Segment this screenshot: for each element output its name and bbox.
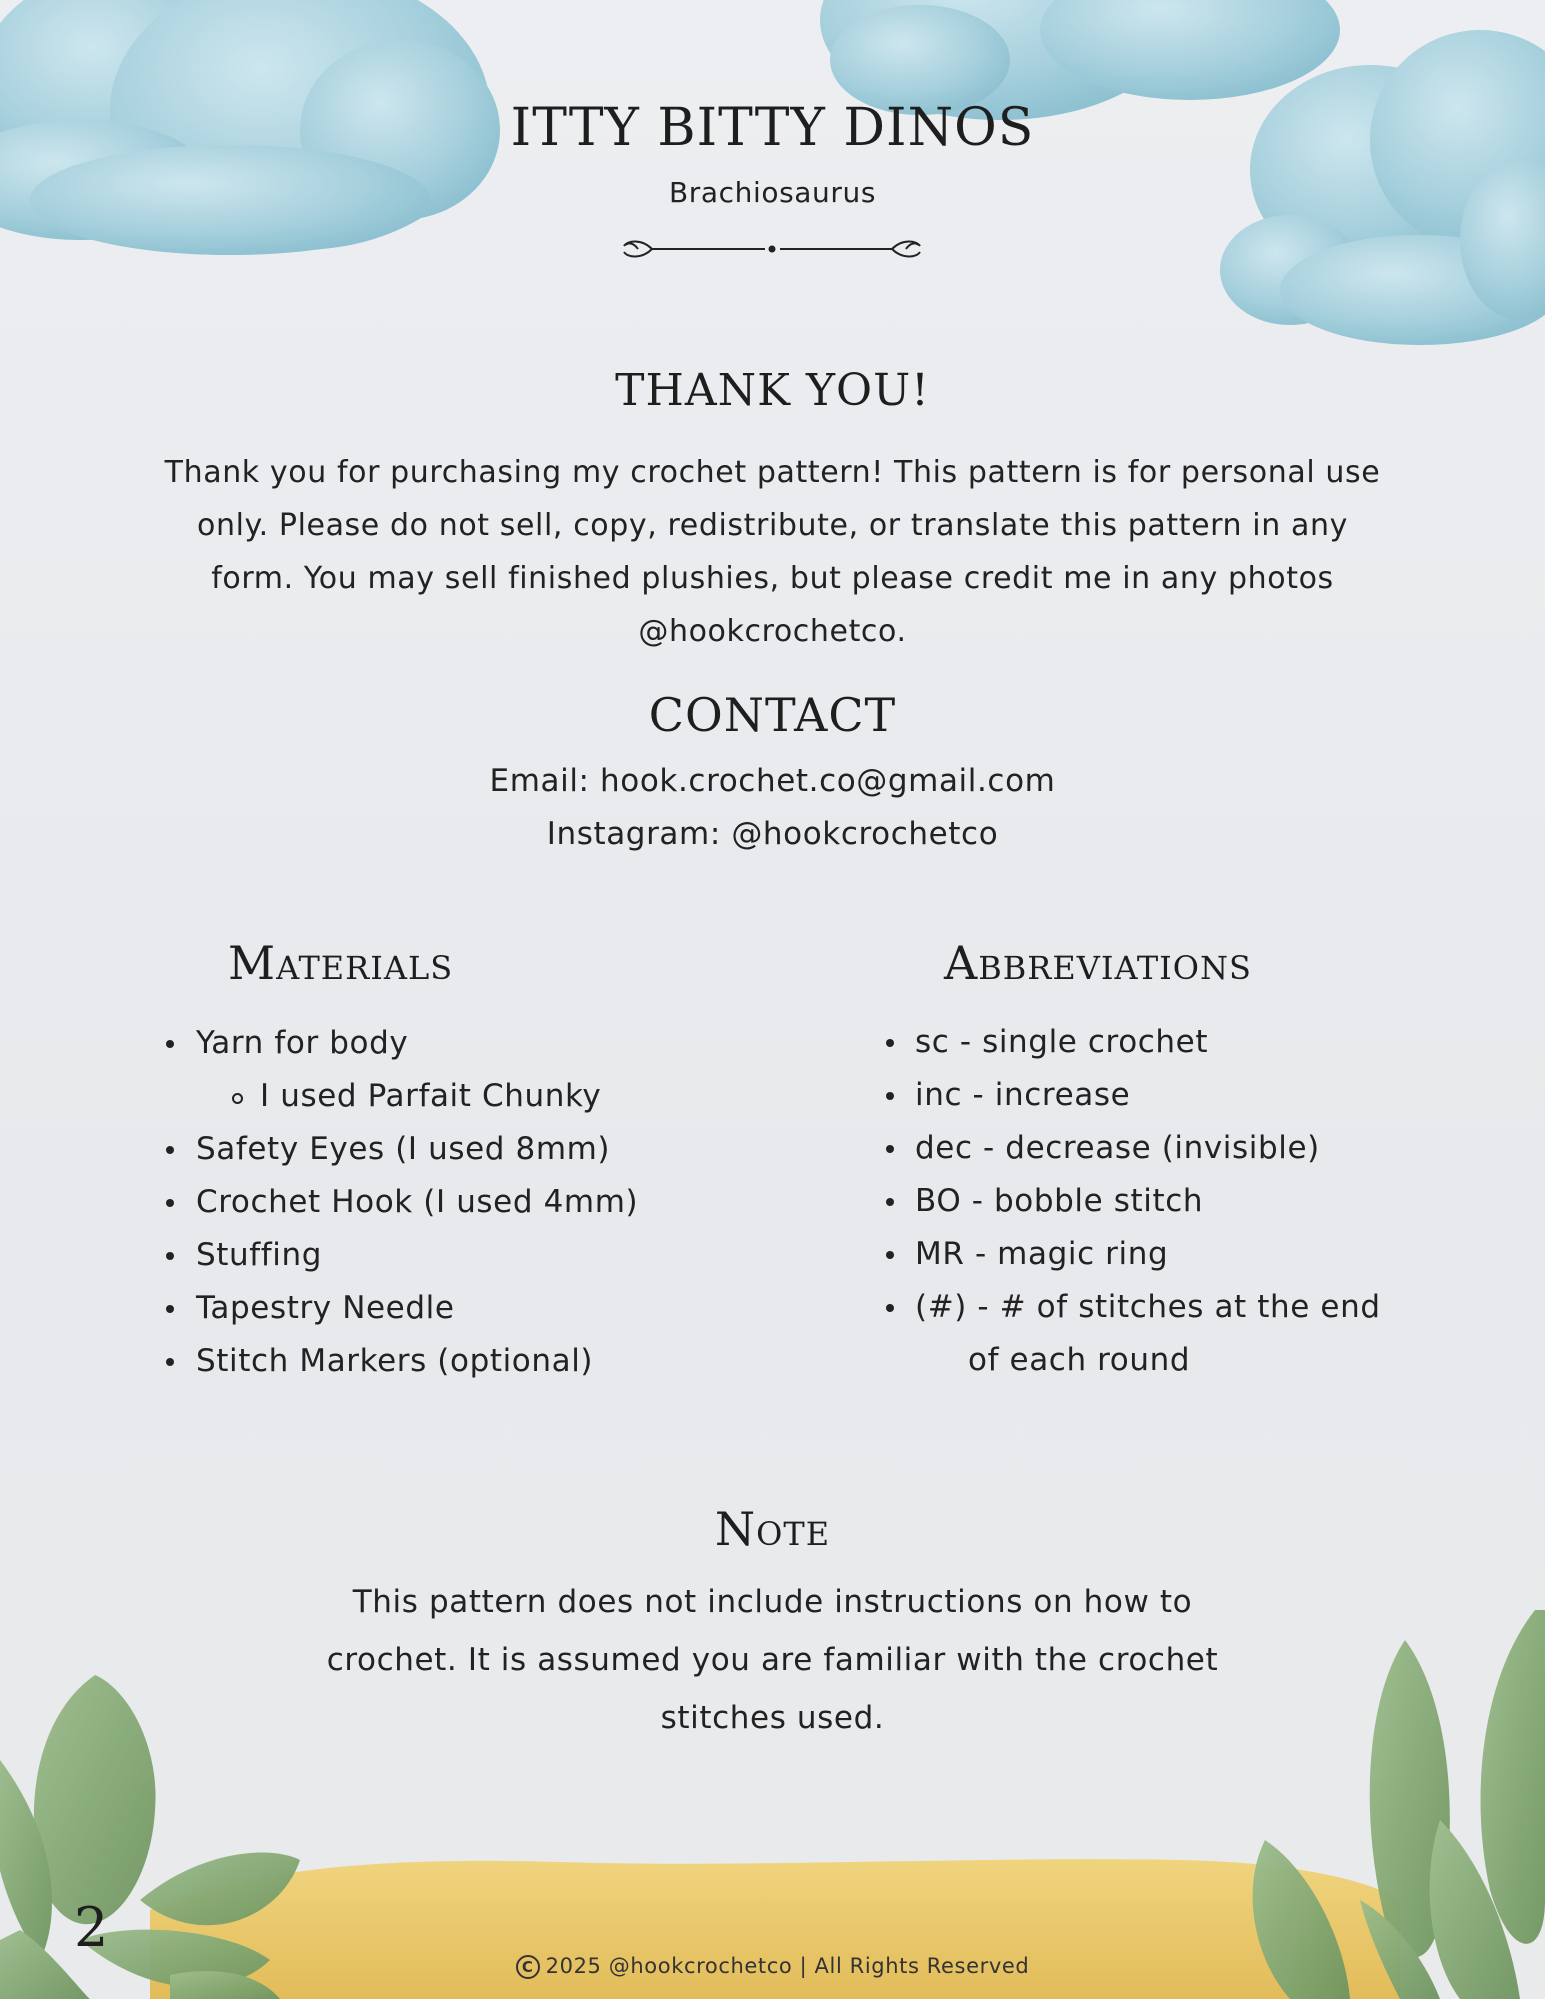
list-item: BO - bobble stitch <box>915 1175 1381 1228</box>
list-item: MR - magic ring <box>915 1228 1381 1281</box>
contact-heading: CONTACT <box>648 688 897 742</box>
abbreviations-heading: Abbreviations <box>944 936 1252 990</box>
note-text: This pattern does not include instructions on how to crochet. It is assumed you are familiar with the crochet stitches used. <box>326 1584 1219 1736</box>
contact-instagram: Instagram: @hookcrochetco <box>546 816 999 852</box>
footer <box>0 1954 1545 1979</box>
list-item: Stitch Markers (optional) <box>196 1335 638 1388</box>
list-item-continuation: of each round <box>968 1342 1191 1378</box>
list-item: Yarn for body <box>196 1017 638 1070</box>
contact-email: Email: hook.crochet.co@gmail.com <box>489 763 1056 799</box>
list-item: dec - decrease (invisible) <box>915 1122 1381 1175</box>
page-number: 2 <box>74 1896 109 1959</box>
thank-you-heading: THANK YOU! <box>615 365 930 416</box>
list-item: Crochet Hook (I used 4mm) <box>196 1176 638 1229</box>
list-item: sc - single crochet <box>915 1016 1381 1069</box>
plant-right <box>1253 1610 1545 1999</box>
thank-you-text: Thank you for purchasing my crochet pattern! This pattern is for personal use only. Please do not sell, copy, redistribute, or translate this pattern in any form. You may sell finished plushies, but please credit me in any photos @hookcrochetco. <box>164 455 1381 649</box>
list-item: Stuffing <box>196 1229 638 1282</box>
copyright-icon: C <box>516 1955 540 1979</box>
page-subtitle: Brachiosaurus <box>668 176 877 209</box>
note-heading: Note <box>714 1502 831 1556</box>
list-item: I used Parfait Chunky <box>196 1070 638 1123</box>
page-title: ITTY BITTY DINOS <box>510 98 1035 158</box>
list-item: (#) - # of stitches at the end <box>915 1281 1381 1334</box>
ornamental-divider <box>620 234 925 264</box>
list-item: Tapestry Needle <box>196 1282 638 1335</box>
materials-heading: Materials <box>228 936 454 990</box>
abbreviations-list <box>915 1016 1381 1387</box>
list-item: Safety Eyes (I used 8mm) <box>196 1123 638 1176</box>
materials-list <box>196 1017 638 1388</box>
list-item: inc - increase <box>915 1069 1381 1122</box>
footer-text: 2025 @hookcrochetco | All Rights Reserved <box>545 1954 1030 1978</box>
